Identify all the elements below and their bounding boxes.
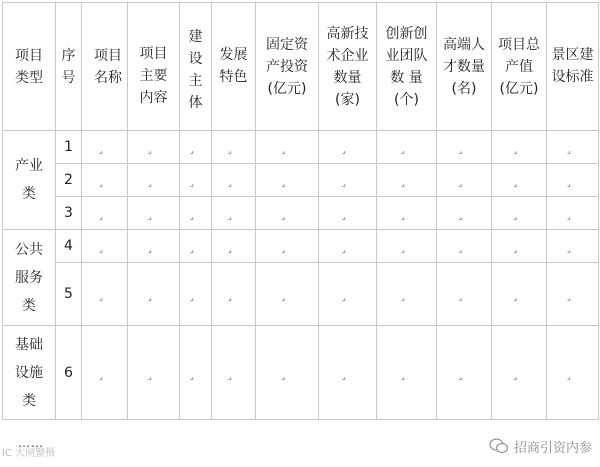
empty-cell xyxy=(547,164,599,197)
header-total-output xyxy=(492,3,547,131)
header-row xyxy=(3,3,599,131)
header-label: 高端人 才数量 (名) xyxy=(443,36,485,97)
empty-cell xyxy=(256,131,319,164)
empty-cell xyxy=(437,197,492,230)
category-cell xyxy=(3,326,56,420)
header-label: 景区建 设标准 xyxy=(551,46,594,85)
wechat-icon xyxy=(489,438,509,454)
header-feature xyxy=(212,3,256,131)
empty-cell xyxy=(212,263,256,326)
header-team-count xyxy=(377,3,437,131)
header-builder xyxy=(180,3,212,131)
empty-cell xyxy=(377,164,437,197)
photo-credit-watermark: IC 大闸蟹摄 xyxy=(2,448,56,459)
header-main-content xyxy=(128,3,180,131)
empty-cell xyxy=(180,164,212,197)
header-fixed-investment xyxy=(256,3,319,131)
empty-cell xyxy=(82,164,128,197)
empty-cell xyxy=(180,197,212,230)
empty-cell xyxy=(82,263,128,326)
empty-cell xyxy=(492,326,547,420)
project-table xyxy=(2,2,599,420)
empty-cell xyxy=(128,263,180,326)
category-label: 公共 服务 类 xyxy=(15,241,43,314)
empty-cell xyxy=(319,197,377,230)
empty-cell xyxy=(128,326,180,420)
empty-cell xyxy=(377,197,437,230)
table-row xyxy=(3,263,599,326)
empty-cell xyxy=(319,263,377,326)
category-cell xyxy=(3,230,56,326)
header-project-type xyxy=(3,3,56,131)
header-scenic-standard xyxy=(547,3,599,131)
empty-cell xyxy=(437,164,492,197)
header-label: 项目 名称 xyxy=(94,47,122,86)
empty-cell xyxy=(377,131,437,164)
empty-cell xyxy=(492,131,547,164)
empty-cell xyxy=(82,230,128,263)
empty-cell xyxy=(547,131,599,164)
continuation-dots: …… xyxy=(18,436,44,450)
empty-cell xyxy=(82,197,128,230)
wechat-watermark xyxy=(489,434,592,458)
empty-cell xyxy=(212,326,256,420)
seq-cell: 5 xyxy=(56,263,82,326)
empty-cell xyxy=(377,326,437,420)
table-body xyxy=(3,131,599,420)
empty-cell xyxy=(256,230,319,263)
empty-cell xyxy=(82,131,128,164)
empty-cell xyxy=(180,326,212,420)
empty-cell xyxy=(547,230,599,263)
header-label: 项目 主要 内容 xyxy=(139,45,168,106)
watermark-text: 招商引资内参 xyxy=(513,440,592,456)
empty-cell xyxy=(256,164,319,197)
table-row xyxy=(3,131,599,164)
empty-cell xyxy=(256,197,319,230)
header-label: 项目 类型 xyxy=(15,47,43,86)
empty-cell xyxy=(256,326,319,420)
empty-cell xyxy=(256,263,319,326)
empty-cell xyxy=(128,131,180,164)
seq-cell: 3 xyxy=(56,197,82,230)
empty-cell xyxy=(319,326,377,420)
seq-cell: 6 xyxy=(56,326,82,420)
empty-cell xyxy=(492,197,547,230)
empty-cell xyxy=(492,230,547,263)
header-label: 发展 特色 xyxy=(219,46,248,85)
seq-cell: 4 xyxy=(56,230,82,263)
empty-cell xyxy=(377,263,437,326)
empty-cell xyxy=(437,131,492,164)
empty-cell xyxy=(492,263,547,326)
header-label: 高新技 术企业 数量 (家) xyxy=(326,25,369,108)
empty-cell xyxy=(437,326,492,420)
empty-cell xyxy=(180,131,212,164)
seq-cell: 2 xyxy=(56,164,82,197)
table-row xyxy=(3,164,599,197)
empty-cell xyxy=(128,230,180,263)
header-label: 项目总 产值 (亿元) xyxy=(498,36,540,97)
table-row xyxy=(3,197,599,230)
header-talent-count xyxy=(437,3,492,131)
empty-cell xyxy=(212,164,256,197)
empty-cell xyxy=(319,230,377,263)
empty-cell xyxy=(492,164,547,197)
table-row xyxy=(3,326,599,420)
header-label: 建 设 主 体 xyxy=(188,28,203,111)
header-label: 创新创 业团队 数 量 (个) xyxy=(385,25,428,108)
header-label: 固定资 产投资 (亿元) xyxy=(266,36,308,97)
empty-cell xyxy=(212,131,256,164)
empty-cell xyxy=(547,263,599,326)
empty-cell xyxy=(437,263,492,326)
empty-cell xyxy=(180,230,212,263)
empty-cell xyxy=(547,326,599,420)
empty-cell xyxy=(180,263,212,326)
header-label: 序 号 xyxy=(61,47,76,86)
empty-cell xyxy=(212,230,256,263)
empty-cell xyxy=(547,197,599,230)
seq-cell: 1 xyxy=(56,131,82,164)
empty-cell xyxy=(437,230,492,263)
category-label: 产业 类 xyxy=(15,158,43,202)
table-row xyxy=(3,230,599,263)
header-project-name xyxy=(82,3,128,131)
empty-cell xyxy=(319,164,377,197)
empty-cell xyxy=(212,197,256,230)
category-cell xyxy=(3,131,56,230)
empty-cell xyxy=(377,230,437,263)
empty-cell xyxy=(319,131,377,164)
empty-cell xyxy=(128,197,180,230)
empty-cell xyxy=(82,326,128,420)
category-label: 基础 设施 类 xyxy=(15,336,43,409)
empty-cell xyxy=(128,164,180,197)
header-seq xyxy=(56,3,82,131)
header-hightech-count xyxy=(319,3,377,131)
